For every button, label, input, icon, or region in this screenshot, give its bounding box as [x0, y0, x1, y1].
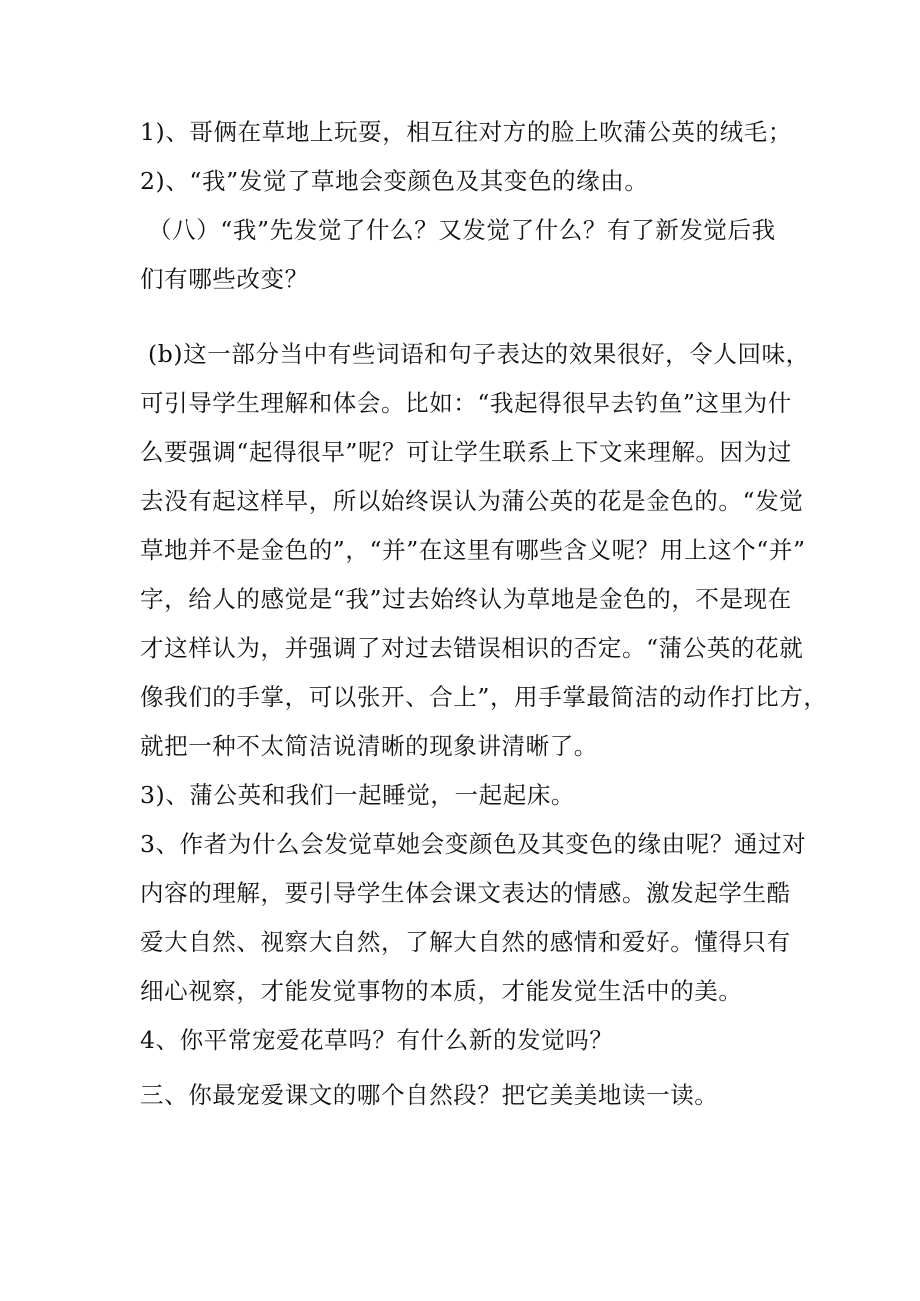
paragraph-b-line-8: 像我们的手掌，可以张开、合上”，用手掌最简洁的动作打比方， — [140, 683, 828, 711]
section-3-line-3: 爱大自然、视察大自然，了解大自然的感情和爱好。懂得只有 — [140, 928, 791, 956]
paragraph-b-line-2: 可引导学生理解和体会。比如：“我起得很早去钓鱼”这里为什 — [140, 389, 792, 417]
paragraph-b-line-9: 就把一种不太简洁说清晰的现象讲清晰了。 — [140, 732, 598, 760]
paragraph-b-line-5: 草地并不是金色的”，“并”在这里有哪些含义呢？用上这个“并” — [140, 536, 806, 564]
section-three: 三、你最宠爱课文的哪个自然段？把它美美地读一读。 — [140, 1081, 719, 1109]
section-3-line-2: 内容的理解，要引导学生体会课文表达的情感。激发起学生酷 — [140, 879, 791, 907]
section-4: 4、你平常宠爱花草吗？有什么新的发觉吗？ — [140, 1026, 614, 1054]
section-3-line-1: 3、作者为什么会发觉草她会变颜色及其变色的缘由呢？通过对 — [140, 830, 807, 858]
list-item-3: 3)、蒲公英和我们一起睡觉，一起起床。 — [140, 781, 576, 809]
paragraph-b-line-4: 去没有起这样早，所以始终误认为蒲公英的花是金色的。“发觉 — [140, 487, 804, 515]
question-8-line-1: （八）“我”先发觉了什么？又发觉了什么？有了新发觉后我 — [148, 216, 776, 244]
section-3-line-4: 细心视察，才能发觉事物的本质，才能发觉生活中的美。 — [140, 977, 743, 1005]
question-8-line-2: 们有哪些改变？ — [140, 265, 309, 293]
list-item-1: 1)、哥俩在草地上玩耍，相互往对方的脸上吹蒲公英的绒毛； — [140, 118, 792, 146]
paragraph-b-line-7: 才这样认为，并强调了对过去错误相识的否定。“蒲公英的花就 — [140, 634, 804, 662]
paragraph-b-line-3: 么要强调“起得很早”呢？可让学生联系上下文来理解。因为过 — [140, 438, 792, 466]
paragraph-b-line-1: (b)这一部分当中有些词语和句子表达的效果很好，令人回味， — [148, 340, 810, 368]
list-item-2: 2)、“我”发觉了草地会变颜色及其变色的缘由。 — [140, 167, 649, 195]
paragraph-b-line-6: 字，给人的感觉是“我”过去始终认为草地是金色的，不是现在 — [140, 585, 792, 613]
